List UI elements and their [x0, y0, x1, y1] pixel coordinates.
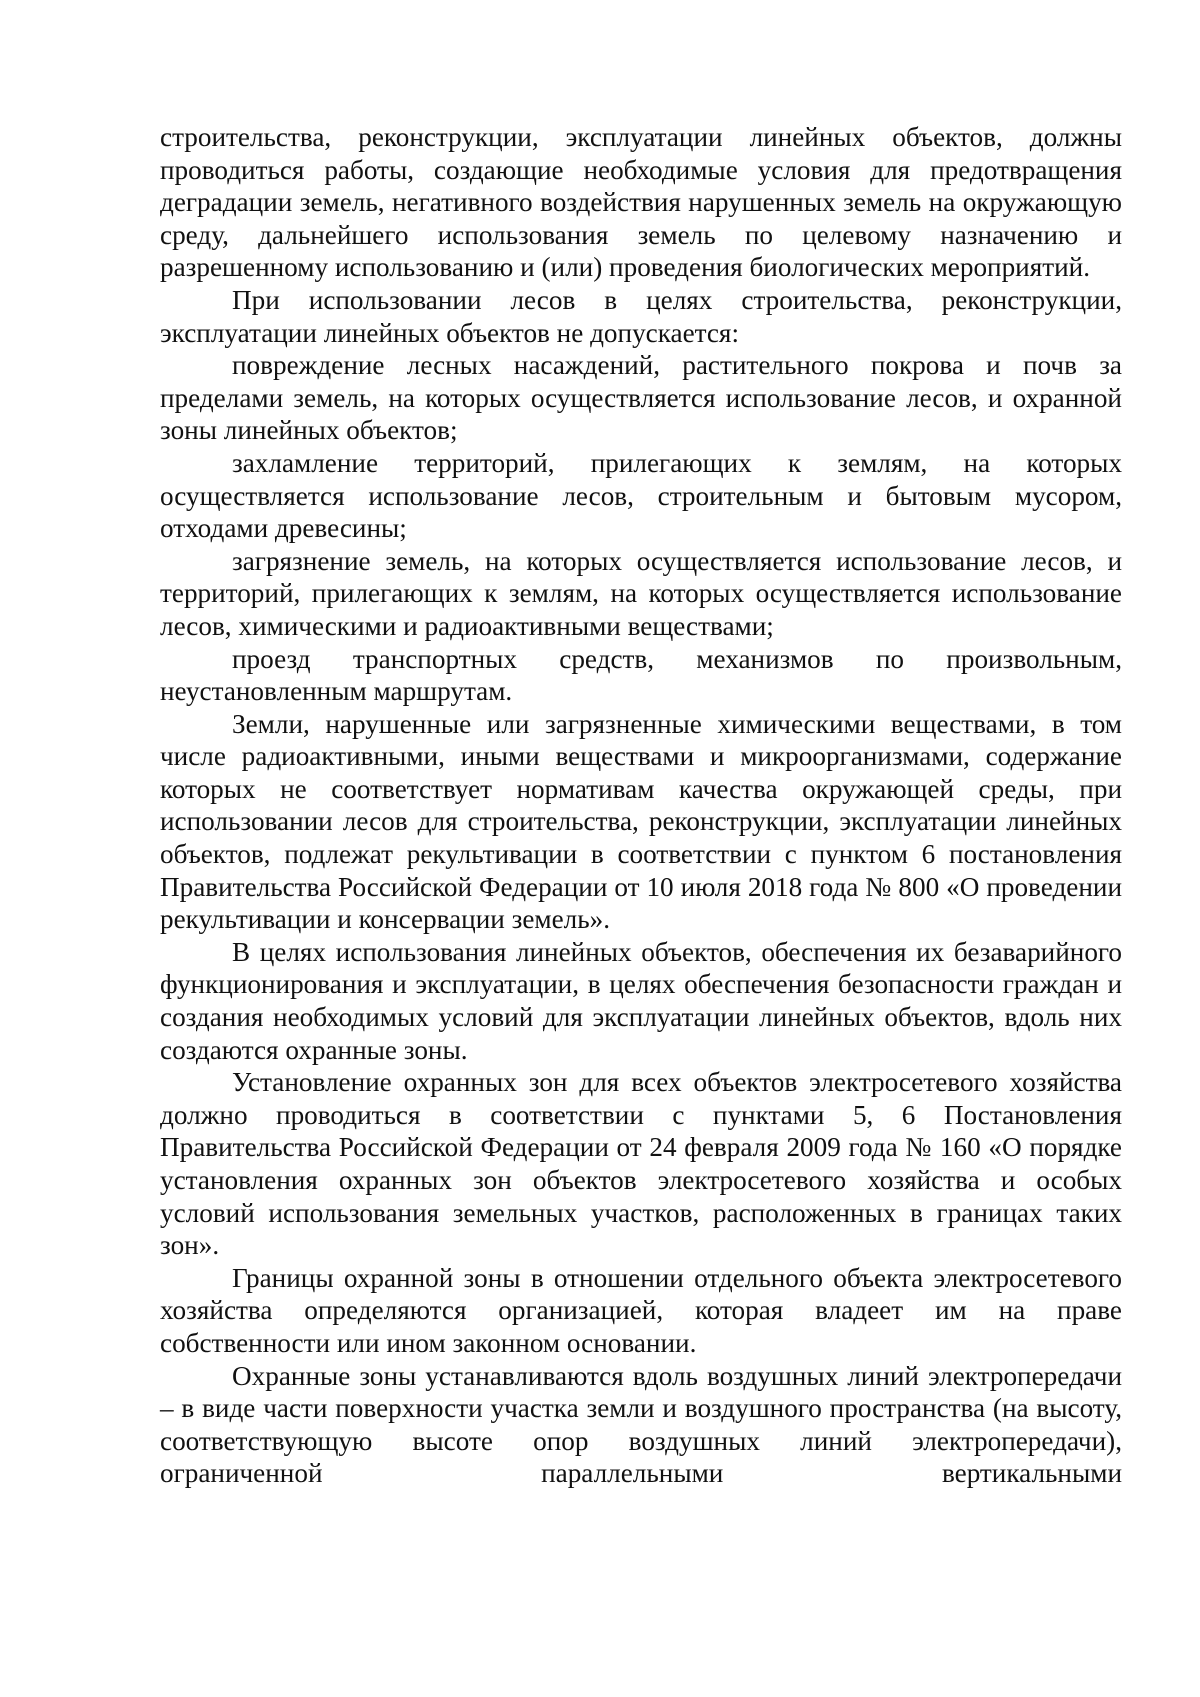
- paragraph-zone-establishment: Установление охранных зон для всех объектов электросетевого хозяйства должно проводиться в соответствии с пунктами 5, 6 Постановления Правительства Российской Федерации от 24 февраля 2009 года № 160 «О порядке установления охранных зон объектов электросетевого хозяйства и особых условий использования земельных участков, расположенных в границах таких зон».: [160, 1067, 1122, 1261]
- paragraph-land-works: строительства, реконструкции, эксплуатации линейных объектов, должны проводиться работы, создающие необходимые условия для предотвращения деградации земель, негативного воздействия нарушенных земель на окружающую среду, дальнейшего использования земель по целевому назначению и разрешенному использованию и (или) проведения биологических мероприятий.: [160, 122, 1122, 283]
- paragraph-prohibitions-intro: При использовании лесов в целях строительства, реконструкции, эксплуатации линейных объектов не допускается:: [160, 284, 1122, 348]
- paragraph-recultivation: Земли, нарушенные или загрязненные химическими веществами, в том числе радиоактивными, иными веществами и микроорганизмами, содержание которых не соответствует нормативам качества окружающей среды, при использовании лесов для строительства, реконструкции, эксплуатации линейных объектов, подлежат рекультивации в соответствии с пунктом 6 постановления Правительства Российской Федерации от 10 июля 2018 года № 800 «О проведении рекультивации и консервации земель».: [160, 708, 1122, 935]
- paragraph-prohibition-pollution: загрязнение земель, на которых осуществляется использование лесов, и территорий, прилегающих к землям, на которых осуществляется использование лесов, химическими и радиоактивными веществами;: [160, 545, 1122, 641]
- paragraph-protection-zones: В целях использования линейных объектов, обеспечения их безаварийного функционирования и эксплуатации, в целях обеспечения безопасности граждан и создания необходимых условий для эксплуатации линейных объектов, вдоль них создаются охранные зоны.: [160, 936, 1122, 1065]
- paragraph-prohibition-littering: захламление территорий, прилегающих к землям, на которых осуществляется использование лесов, строительным и бытовым мусором, отходами древесины;: [160, 447, 1122, 544]
- paragraph-overhead-lines: Охранные зоны устанавливаются вдоль воздушных линий электропередачи – в виде части поверхности участка земли и воздушного пространства (на высоту, соответствующую высоте опор воздушных линий электропередачи), ограниченной параллельными вертикальными: [160, 1360, 1122, 1489]
- paragraph-prohibition-driving: проезд транспортных средств, механизмов по произвольным, неустановленным маршрутам.: [160, 643, 1122, 707]
- document-body: [160, 121, 1122, 1490]
- paragraph-zone-boundaries: Границы охранной зоны в отношении отдельного объекта электросетевого хозяйства определяются организацией, которая владеет им на праве собственности или ином законном основании.: [160, 1262, 1122, 1358]
- paragraph-prohibition-damage: повреждение лесных насаждений, растительного покрова и почв за пределами земель, на которых осуществляется использование лесов, и охранной зоны линейных объектов;: [160, 350, 1122, 446]
